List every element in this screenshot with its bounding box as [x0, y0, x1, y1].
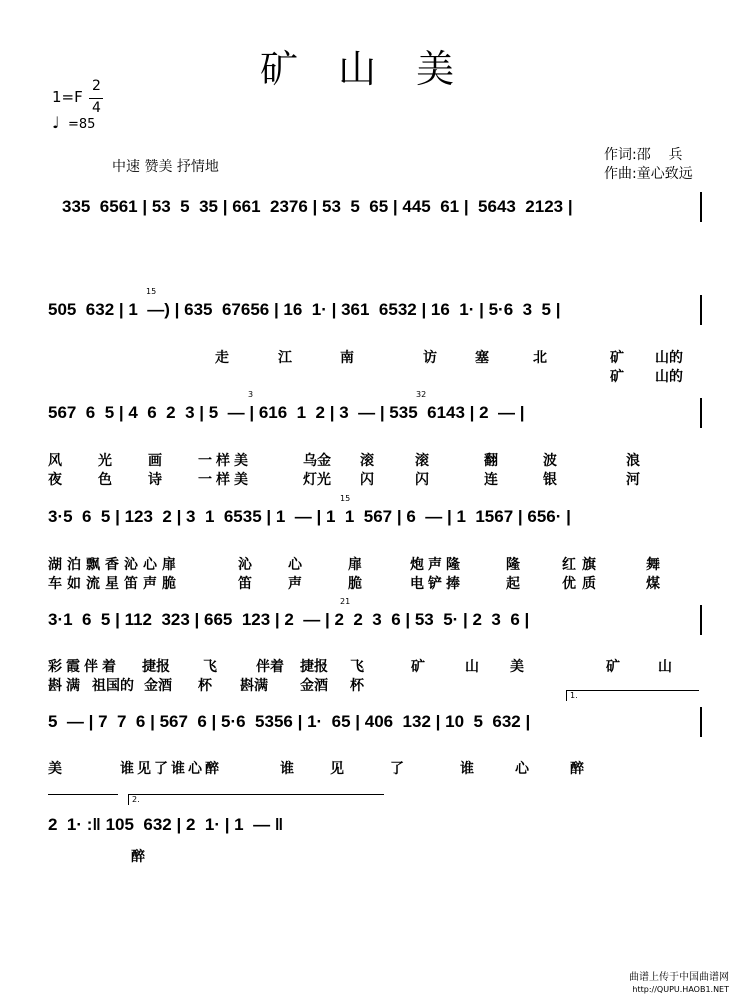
- lyric: 矿: [606, 659, 620, 675]
- lyric: 见: [330, 761, 344, 777]
- lyric: 波: [543, 453, 557, 469]
- lyric: 捷报: [142, 659, 170, 675]
- lyric: 闪: [360, 472, 374, 488]
- lyric: 舞: [646, 557, 660, 573]
- grace-note: 21: [340, 597, 351, 606]
- watermark-line-1: 曲谱上传于中国曲谱网: [629, 972, 729, 983]
- lyric: 心: [515, 761, 529, 777]
- lyric: 红旗: [562, 557, 602, 573]
- staff-row-4: 3·5 6 5 | 123 2 | 3 1 6535 | 1 — | 1 1 567 | 6 — | 1 1567 | 656· |: [48, 507, 571, 526]
- page-title: 矿 山 美: [260, 47, 469, 91]
- lyric: 优质: [562, 576, 602, 592]
- row-end-barline: [700, 398, 702, 428]
- lyric: 山: [658, 659, 672, 675]
- lyric: 谁: [460, 761, 474, 777]
- lyric: 北: [533, 350, 547, 366]
- lyric: 声: [288, 576, 302, 592]
- lyric: 飞: [350, 659, 364, 675]
- lyric: 乌金: [303, 453, 331, 469]
- grace-note: 15: [340, 494, 351, 503]
- lyric: 滚: [415, 453, 429, 469]
- volta-second-ending: [128, 794, 384, 805]
- lyric: 彩霞伴着: [48, 659, 120, 675]
- lyric: 银: [543, 472, 557, 488]
- lyric: 醉: [570, 761, 584, 777]
- lyric: 电铲捧: [410, 576, 464, 592]
- lyric: 捷报: [300, 659, 328, 675]
- lyric: 美: [48, 761, 62, 777]
- lyric: 心: [288, 557, 302, 573]
- row-end-barline: [700, 605, 702, 635]
- lyricist-credit: 作词:邵 兵: [604, 147, 683, 163]
- time-signature-top: 2: [92, 78, 101, 94]
- lyric: 滚: [360, 453, 374, 469]
- lyrics-row-7: 醉: [131, 849, 145, 865]
- lyric: 山的: [655, 350, 683, 366]
- lyric: 一样美: [198, 472, 252, 488]
- watermark-line-2: http://QUPU.HAOB1.NET: [632, 985, 729, 994]
- quarter-note-icon: ♩: [52, 113, 60, 132]
- lyric: 江: [278, 350, 292, 366]
- staff-row-1: 335 6561 | 53 5 35 | 661 2376 | 53 5 65 | 445 61 | 5643 2123 |: [62, 197, 573, 216]
- lyric: 风: [48, 453, 62, 469]
- lyric: 翻: [484, 453, 498, 469]
- lyric: 湖泊飘香沁心扉: [48, 557, 181, 573]
- lyric: 金酒: [144, 678, 172, 694]
- lyric: 访: [423, 350, 437, 366]
- lyric: 杯: [350, 678, 364, 694]
- lyric: 一样美: [198, 453, 252, 469]
- lyric: 河: [626, 472, 640, 488]
- grace-note: 3: [248, 390, 254, 399]
- lyric: 诗: [148, 472, 162, 488]
- lyric: 扉: [348, 557, 362, 573]
- lyric: 南: [340, 350, 354, 366]
- lyric: 山: [465, 659, 479, 675]
- lyric: 谁见了谁心醉: [120, 761, 222, 777]
- expression-marking: 中速 赞美 抒情地: [112, 159, 219, 175]
- key-signature: 1=F: [52, 88, 83, 106]
- lyric: 夜: [48, 472, 62, 488]
- time-signature-bottom: 4: [92, 100, 101, 116]
- volta-label: 1.: [570, 691, 578, 700]
- lyric: 了: [390, 761, 404, 777]
- row-end-barline: [700, 295, 702, 325]
- row-end-barline: [700, 707, 702, 737]
- volta-first-ending-continued: [48, 794, 118, 805]
- lyric: 伴着: [256, 659, 284, 675]
- site-watermark: [629, 972, 729, 996]
- lyric: 浪: [626, 453, 640, 469]
- row-end-barline: [700, 192, 702, 222]
- lyric: 矿: [610, 369, 624, 385]
- grace-note: 32: [416, 390, 427, 399]
- lyric: 走: [215, 350, 229, 366]
- lyric: 金酒: [300, 678, 328, 694]
- lyric: 光: [98, 453, 112, 469]
- lyric: 脆: [348, 576, 362, 592]
- lyric: 塞: [475, 350, 489, 366]
- volta-label: 2.: [132, 795, 140, 804]
- lyric: 山的: [655, 369, 683, 385]
- lyric: 闪: [415, 472, 429, 488]
- grace-note: 15: [146, 287, 157, 296]
- lyric: 起: [506, 576, 520, 592]
- lyric: 色: [98, 472, 112, 488]
- lyric: 飞: [203, 659, 217, 675]
- time-signature-line: [89, 98, 103, 99]
- lyric: 沁: [238, 557, 252, 573]
- lyric: 隆: [506, 557, 520, 573]
- lyric: 连: [484, 472, 498, 488]
- composer-credit: 作曲:童心致远: [604, 166, 693, 182]
- lyric: 斟满: [48, 678, 84, 694]
- staff-row-6: 5 — | 7 7 6 | 567 6 | 5·6 5356 | 1· 65 | 406 132 | 10 5 632 |: [48, 712, 531, 731]
- staff-row-5: 3·1 6 5 | 112 323 | 665 123 | 2 — | 2 2 3 6 | 53 5· | 2 3 6 |: [48, 610, 530, 629]
- lyric: 矿: [610, 350, 624, 366]
- staff-row-7: 2 1· :‖ 105 632 | 2 1· | 1 — ‖: [48, 815, 284, 834]
- lyric: 车如流星笛声脆: [48, 576, 181, 592]
- lyric: 笛: [238, 576, 252, 592]
- lyric: 煤: [646, 576, 660, 592]
- lyric: 祖国的: [92, 678, 134, 694]
- lyric: 谁: [280, 761, 294, 777]
- staff-row-2: 505 632 | 1 —) | 635 67656 | 16 1· | 361 6532 | 16 1· | 5·6 3 5 |: [48, 300, 561, 319]
- lyric: 画: [148, 453, 162, 469]
- tempo-marking: =85: [68, 117, 96, 132]
- lyric: 美: [510, 659, 524, 675]
- lyric: 杯: [198, 678, 212, 694]
- volta-first-ending: [566, 690, 699, 701]
- lyric: 灯光: [303, 472, 331, 488]
- lyric: 矿: [411, 659, 425, 675]
- lyric: 斟满: [240, 678, 268, 694]
- staff-row-3: 567 6 5 | 4 6 2 3 | 5 — | 616 1 2 | 3 — | 535 6143 | 2 — |: [48, 403, 525, 422]
- lyric: 炮声隆: [410, 557, 464, 573]
